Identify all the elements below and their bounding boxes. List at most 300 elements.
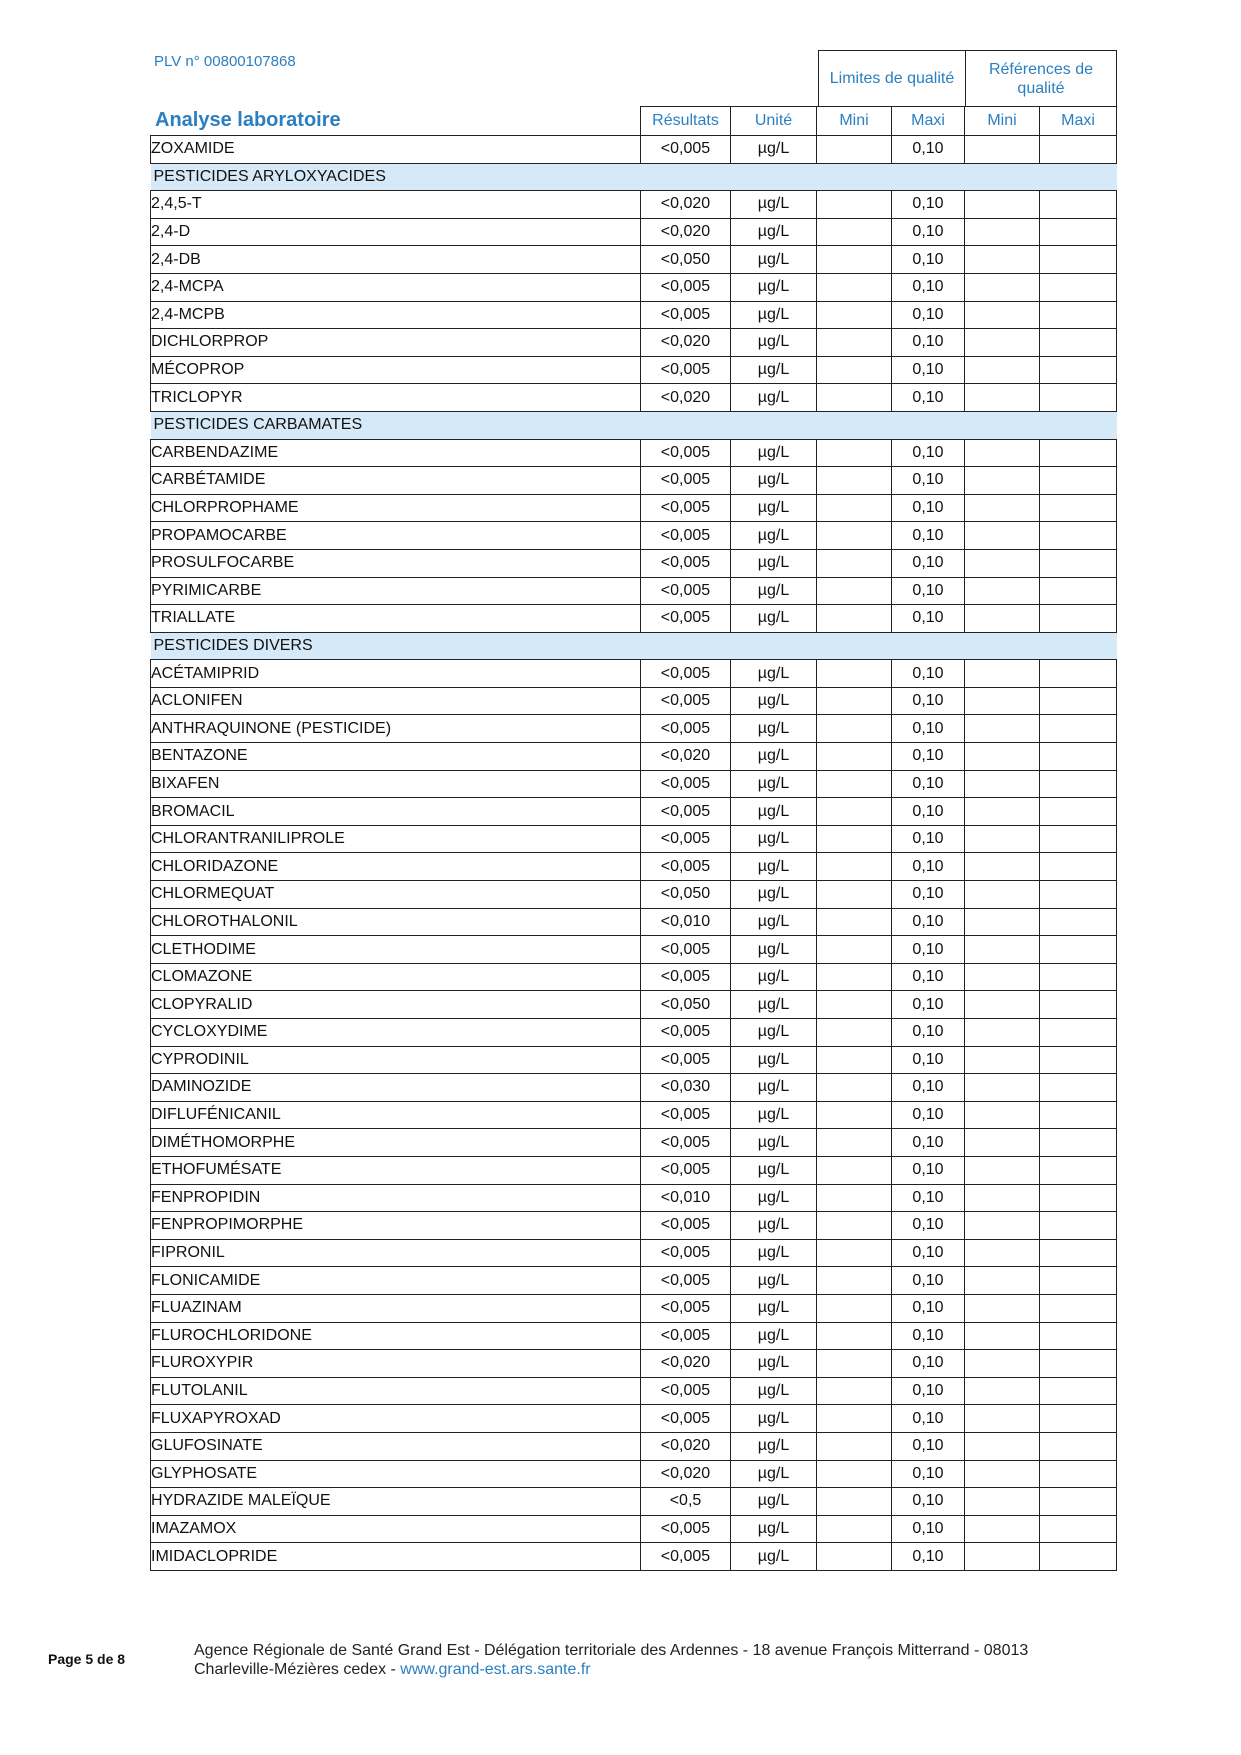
- ref-max-value: [1040, 1515, 1117, 1543]
- table-row: [151, 1432, 1117, 1460]
- ref-min-value: [965, 1294, 1040, 1322]
- limit-min-value: [817, 1129, 892, 1157]
- ref-min-value: [965, 687, 1040, 715]
- ref-min-value: [965, 825, 1040, 853]
- ref-max-value: [1040, 522, 1117, 550]
- ref-min-value: [965, 494, 1040, 522]
- parameter-name: CHLORPROPHAME: [151, 494, 641, 522]
- ref-max-value: [1040, 191, 1117, 219]
- unit-value: µg/L: [731, 605, 817, 633]
- limit-min-value: [817, 1184, 892, 1212]
- unit-value: µg/L: [731, 577, 817, 605]
- ref-max-value: [1040, 356, 1117, 384]
- limit-max-value: 0,10: [892, 191, 965, 219]
- result-value: <0,050: [641, 881, 731, 909]
- table-row: [151, 1019, 1117, 1047]
- result-value: <0,005: [641, 1046, 731, 1074]
- table-row: [151, 715, 1117, 743]
- table-row: [151, 1212, 1117, 1240]
- parameter-name: HYDRAZIDE MALEÏQUE: [151, 1488, 641, 1516]
- ref-min-value: [965, 1377, 1040, 1405]
- table-row: [151, 329, 1117, 357]
- limit-max-value: 0,10: [892, 963, 965, 991]
- limit-max-value: 0,10: [892, 1460, 965, 1488]
- parameter-name: CHLORIDAZONE: [151, 853, 641, 881]
- unit-value: µg/L: [731, 770, 817, 798]
- unit-value: µg/L: [731, 1101, 817, 1129]
- limit-max-value: 0,10: [892, 1405, 965, 1433]
- result-value: <0,005: [641, 687, 731, 715]
- ref-max-value: [1040, 1488, 1117, 1516]
- ref-max-value: [1040, 1019, 1117, 1047]
- unit-value: µg/L: [731, 467, 817, 495]
- result-value: <0,005: [641, 273, 731, 301]
- limit-min-value: [817, 825, 892, 853]
- parameter-name: CARBÉTAMIDE: [151, 467, 641, 495]
- ref-min-value: [965, 273, 1040, 301]
- result-value: <0,005: [641, 798, 731, 826]
- result-value: <0,005: [641, 1543, 731, 1571]
- parameter-name: IMIDACLOPRIDE: [151, 1543, 641, 1571]
- parameter-name: CYPRODINIL: [151, 1046, 641, 1074]
- ref-min-value: [965, 439, 1040, 467]
- ref-max-value: [1040, 439, 1117, 467]
- table-header-row: [151, 107, 1117, 136]
- table-row: [151, 1294, 1117, 1322]
- section-header-row: [151, 163, 1117, 191]
- parameter-name: CHLOROTHALONIL: [151, 908, 641, 936]
- parameter-name: ACLONIFEN: [151, 687, 641, 715]
- result-value: <0,005: [641, 825, 731, 853]
- ref-min-value: [965, 743, 1040, 771]
- ref-min-value: [965, 191, 1040, 219]
- parameter-name: DAMINOZIDE: [151, 1074, 641, 1102]
- table-row: [151, 191, 1117, 219]
- table-row: [151, 439, 1117, 467]
- limit-min-value: [817, 605, 892, 633]
- table-row: [151, 1543, 1117, 1571]
- limit-min-value: [817, 1212, 892, 1240]
- parameter-name: FLUROXYPIR: [151, 1350, 641, 1378]
- table-row: [151, 1101, 1117, 1129]
- limit-min-value: [817, 1515, 892, 1543]
- ref-max-value: [1040, 494, 1117, 522]
- parameter-name: DIFLUFÉNICANIL: [151, 1101, 641, 1129]
- table-row: [151, 1129, 1117, 1157]
- parameter-name: GLYPHOSATE: [151, 1460, 641, 1488]
- ref-max-value: [1040, 853, 1117, 881]
- parameter-name: TRICLOPYR: [151, 384, 641, 412]
- result-value: <0,005: [641, 1377, 731, 1405]
- unit-value: µg/L: [731, 660, 817, 688]
- ref-min-value: [965, 136, 1040, 164]
- limit-min-value: [817, 1405, 892, 1433]
- result-value: <0,005: [641, 1405, 731, 1433]
- limit-max-value: 0,10: [892, 605, 965, 633]
- ref-min-value: [965, 1543, 1040, 1571]
- result-value: <0,005: [641, 1101, 731, 1129]
- table-row: [151, 1074, 1117, 1102]
- ref-max-value: [1040, 1267, 1117, 1295]
- ref-min-value: [965, 577, 1040, 605]
- table-row: [151, 660, 1117, 688]
- limit-min-value: [817, 1267, 892, 1295]
- parameter-name: PROSULFOCARBE: [151, 549, 641, 577]
- parameter-name: IMAZAMOX: [151, 1515, 641, 1543]
- limit-max-value: 0,10: [892, 522, 965, 550]
- limit-max-value: 0,10: [892, 1239, 965, 1267]
- limit-max-value: 0,10: [892, 549, 965, 577]
- limit-max-value: 0,10: [892, 246, 965, 274]
- ref-min-value: [965, 1515, 1040, 1543]
- limit-max-value: 0,10: [892, 301, 965, 329]
- unit-value: µg/L: [731, 522, 817, 550]
- parameter-name: DICHLORPROP: [151, 329, 641, 357]
- parameter-name: FLONICAMIDE: [151, 1267, 641, 1295]
- ref-min-value: [965, 991, 1040, 1019]
- limit-max-value: 0,10: [892, 1322, 965, 1350]
- unit-value: µg/L: [731, 1377, 817, 1405]
- parameter-name: ETHOFUMÉSATE: [151, 1156, 641, 1184]
- result-value: <0,005: [641, 605, 731, 633]
- parameter-name: BIXAFEN: [151, 770, 641, 798]
- quality-references-header: [965, 50, 1117, 107]
- footer-line-2: [194, 1660, 1028, 1679]
- unit-value: µg/L: [731, 218, 817, 246]
- limit-min-value: [817, 494, 892, 522]
- parameter-name: CLETHODIME: [151, 936, 641, 964]
- unit-value: µg/L: [731, 853, 817, 881]
- col-ref-max: Maxi: [1040, 107, 1117, 136]
- col-limit-min: Mini: [817, 107, 892, 136]
- result-value: <0,005: [641, 715, 731, 743]
- table-row: [151, 136, 1117, 164]
- ref-max-value: [1040, 1405, 1117, 1433]
- limit-max-value: 0,10: [892, 1515, 965, 1543]
- ref-max-value: [1040, 1322, 1117, 1350]
- unit-value: µg/L: [731, 384, 817, 412]
- limit-min-value: [817, 1156, 892, 1184]
- table-row: [151, 1046, 1117, 1074]
- unit-value: µg/L: [731, 273, 817, 301]
- parameter-name: 2,4-D: [151, 218, 641, 246]
- ref-max-value: [1040, 1046, 1117, 1074]
- result-value: <0,005: [641, 1019, 731, 1047]
- ref-max-value: [1040, 1074, 1117, 1102]
- ref-max-value: [1040, 825, 1117, 853]
- ref-max-value: [1040, 1460, 1117, 1488]
- result-value: <0,005: [641, 356, 731, 384]
- result-value: <0,020: [641, 1350, 731, 1378]
- limit-min-value: [817, 798, 892, 826]
- parameter-name: PROPAMOCARBE: [151, 522, 641, 550]
- unit-value: µg/L: [731, 715, 817, 743]
- unit-value: µg/L: [731, 798, 817, 826]
- parameter-name: CHLORANTRANILIPROLE: [151, 825, 641, 853]
- ref-max-value: [1040, 1350, 1117, 1378]
- result-value: <0,005: [641, 770, 731, 798]
- ref-min-value: [965, 522, 1040, 550]
- ref-min-value: [965, 936, 1040, 964]
- result-value: <0,020: [641, 384, 731, 412]
- unit-value: µg/L: [731, 1432, 817, 1460]
- limit-min-value: [817, 715, 892, 743]
- table-row: [151, 246, 1117, 274]
- parameter-name: 2,4-DB: [151, 246, 641, 274]
- ref-max-value: [1040, 1156, 1117, 1184]
- ref-min-value: [965, 605, 1040, 633]
- table-row: [151, 494, 1117, 522]
- parameter-name: BENTAZONE: [151, 743, 641, 771]
- footer-address: [194, 1641, 1028, 1679]
- unit-value: µg/L: [731, 991, 817, 1019]
- limit-min-value: [817, 191, 892, 219]
- table-row: [151, 1156, 1117, 1184]
- result-value: <0,030: [641, 1074, 731, 1102]
- limit-max-value: 0,10: [892, 798, 965, 826]
- ref-max-value: [1040, 963, 1117, 991]
- ref-min-value: [965, 1046, 1040, 1074]
- parameter-name: BROMACIL: [151, 798, 641, 826]
- unit-value: µg/L: [731, 1405, 817, 1433]
- table-row: [151, 1377, 1117, 1405]
- ref-max-value: [1040, 770, 1117, 798]
- ref-min-value: [965, 798, 1040, 826]
- limit-max-value: 0,10: [892, 1212, 965, 1240]
- unit-value: µg/L: [731, 1184, 817, 1212]
- result-value: <0,005: [641, 1239, 731, 1267]
- header-spacer: [151, 107, 641, 136]
- table-row: [151, 577, 1117, 605]
- limit-min-value: [817, 273, 892, 301]
- ref-max-value: [1040, 1184, 1117, 1212]
- ref-max-value: [1040, 660, 1117, 688]
- limit-max-value: 0,10: [892, 908, 965, 936]
- limit-max-value: 0,10: [892, 1046, 965, 1074]
- quality-limits-label: Limites de qualité: [829, 70, 955, 87]
- ref-min-value: [965, 549, 1040, 577]
- limit-min-value: [817, 467, 892, 495]
- limit-max-value: 0,10: [892, 743, 965, 771]
- ref-max-value: [1040, 577, 1117, 605]
- parameter-name: FLUROCHLORIDONE: [151, 1322, 641, 1350]
- result-value: <0,010: [641, 908, 731, 936]
- unit-value: µg/L: [731, 908, 817, 936]
- table-row: [151, 384, 1117, 412]
- unit-value: µg/L: [731, 549, 817, 577]
- result-value: <0,005: [641, 494, 731, 522]
- limit-min-value: [817, 136, 892, 164]
- ref-min-value: [965, 1101, 1040, 1129]
- limit-min-value: [817, 1543, 892, 1571]
- table-row: [151, 798, 1117, 826]
- unit-value: µg/L: [731, 743, 817, 771]
- table-row: [151, 963, 1117, 991]
- parameter-name: CLOMAZONE: [151, 963, 641, 991]
- unit-value: µg/L: [731, 329, 817, 357]
- table-row: [151, 881, 1117, 909]
- ref-min-value: [965, 660, 1040, 688]
- limit-max-value: 0,10: [892, 1350, 965, 1378]
- unit-value: µg/L: [731, 1239, 817, 1267]
- limit-max-value: 0,10: [892, 1543, 965, 1571]
- limit-min-value: [817, 1460, 892, 1488]
- table-row: [151, 743, 1117, 771]
- quality-references-label: Références de qualité: [988, 60, 1094, 97]
- table-row: [151, 301, 1117, 329]
- table-row: [151, 1405, 1117, 1433]
- ref-max-value: [1040, 329, 1117, 357]
- ref-max-value: [1040, 136, 1117, 164]
- ref-max-value: [1040, 908, 1117, 936]
- result-value: <0,050: [641, 246, 731, 274]
- limit-max-value: 0,10: [892, 825, 965, 853]
- limit-max-value: 0,10: [892, 273, 965, 301]
- limit-min-value: [817, 329, 892, 357]
- result-value: <0,5: [641, 1488, 731, 1516]
- limit-max-value: 0,10: [892, 1101, 965, 1129]
- limit-min-value: [817, 687, 892, 715]
- result-value: <0,005: [641, 660, 731, 688]
- footer-city: Charleville-Mézières cedex -: [194, 1661, 401, 1678]
- ref-max-value: [1040, 301, 1117, 329]
- col-results: Résultats: [641, 107, 731, 136]
- table-row: [151, 1267, 1117, 1295]
- limit-min-value: [817, 853, 892, 881]
- limit-max-value: 0,10: [892, 881, 965, 909]
- ref-max-value: [1040, 687, 1117, 715]
- unit-value: µg/L: [731, 356, 817, 384]
- parameter-name: CARBENDAZIME: [151, 439, 641, 467]
- parameter-name: FLUXAPYROXAD: [151, 1405, 641, 1433]
- unit-value: µg/L: [731, 301, 817, 329]
- limit-min-value: [817, 218, 892, 246]
- ref-min-value: [965, 963, 1040, 991]
- result-value: <0,005: [641, 467, 731, 495]
- ref-min-value: [965, 1074, 1040, 1102]
- ref-min-value: [965, 770, 1040, 798]
- ref-max-value: [1040, 1543, 1117, 1571]
- unit-value: µg/L: [731, 439, 817, 467]
- parameter-name: 2,4,5-T: [151, 191, 641, 219]
- limit-min-value: [817, 1322, 892, 1350]
- parameter-name: CYCLOXYDIME: [151, 1019, 641, 1047]
- parameter-name: 2,4-MCPB: [151, 301, 641, 329]
- ref-min-value: [965, 908, 1040, 936]
- parameter-name: CHLORMEQUAT: [151, 881, 641, 909]
- limit-min-value: [817, 660, 892, 688]
- unit-value: µg/L: [731, 1350, 817, 1378]
- ref-min-value: [965, 1432, 1040, 1460]
- table-row: [151, 1515, 1117, 1543]
- table-row: [151, 825, 1117, 853]
- unit-value: µg/L: [731, 1019, 817, 1047]
- limit-min-value: [817, 356, 892, 384]
- ref-max-value: [1040, 881, 1117, 909]
- page-number: Page 5 de 8: [48, 1651, 126, 1667]
- limit-min-value: [817, 936, 892, 964]
- table-row: [151, 467, 1117, 495]
- limit-min-value: [817, 1377, 892, 1405]
- limit-min-value: [817, 1046, 892, 1074]
- unit-value: µg/L: [731, 1488, 817, 1516]
- limit-min-value: [817, 1294, 892, 1322]
- table-row: [151, 853, 1117, 881]
- unit-value: µg/L: [731, 1129, 817, 1157]
- result-value: <0,020: [641, 218, 731, 246]
- limit-max-value: 0,10: [892, 356, 965, 384]
- parameter-name: CLOPYRALID: [151, 991, 641, 1019]
- parameter-name: ZOXAMIDE: [151, 136, 641, 164]
- limit-max-value: 0,10: [892, 577, 965, 605]
- table-row: [151, 273, 1117, 301]
- result-value: <0,005: [641, 577, 731, 605]
- limit-min-value: [817, 246, 892, 274]
- ref-max-value: [1040, 1212, 1117, 1240]
- ref-max-value: [1040, 1239, 1117, 1267]
- table-row: [151, 356, 1117, 384]
- limit-max-value: 0,10: [892, 715, 965, 743]
- page-title: Analyse laboratoire: [155, 109, 341, 131]
- limit-max-value: 0,10: [892, 1129, 965, 1157]
- result-value: <0,005: [641, 301, 731, 329]
- limit-min-value: [817, 1019, 892, 1047]
- footer-website-link[interactable]: www.grand-est.ars.sante.fr: [400, 1661, 591, 1678]
- limit-min-value: [817, 743, 892, 771]
- limit-max-value: 0,10: [892, 1267, 965, 1295]
- ref-max-value: [1040, 991, 1117, 1019]
- ref-min-value: [965, 329, 1040, 357]
- unit-value: µg/L: [731, 1515, 817, 1543]
- ref-min-value: [965, 218, 1040, 246]
- parameter-name: FENPROPIDIN: [151, 1184, 641, 1212]
- limit-max-value: 0,10: [892, 329, 965, 357]
- ref-min-value: [965, 1019, 1040, 1047]
- ref-min-value: [965, 715, 1040, 743]
- ref-max-value: [1040, 605, 1117, 633]
- unit-value: µg/L: [731, 1156, 817, 1184]
- result-value: <0,005: [641, 549, 731, 577]
- table-row: [151, 1350, 1117, 1378]
- unit-value: µg/L: [731, 246, 817, 274]
- parameter-name: MÉCOPROP: [151, 356, 641, 384]
- ref-min-value: [965, 881, 1040, 909]
- ref-min-value: [965, 1350, 1040, 1378]
- unit-value: µg/L: [731, 494, 817, 522]
- ref-max-value: [1040, 1129, 1117, 1157]
- limit-min-value: [817, 1488, 892, 1516]
- table-row: [151, 908, 1117, 936]
- unit-value: µg/L: [731, 1267, 817, 1295]
- ref-max-value: [1040, 246, 1117, 274]
- ref-max-value: [1040, 549, 1117, 577]
- limit-max-value: 0,10: [892, 1294, 965, 1322]
- result-value: <0,005: [641, 853, 731, 881]
- ref-min-value: [965, 1156, 1040, 1184]
- limit-min-value: [817, 963, 892, 991]
- col-limit-max: Maxi: [892, 107, 965, 136]
- ref-min-value: [965, 356, 1040, 384]
- result-value: <0,005: [641, 522, 731, 550]
- limit-max-value: 0,10: [892, 467, 965, 495]
- table-row: [151, 1184, 1117, 1212]
- limit-min-value: [817, 1432, 892, 1460]
- table-row: [151, 522, 1117, 550]
- ref-min-value: [965, 1212, 1040, 1240]
- parameter-name: GLUFOSINATE: [151, 1432, 641, 1460]
- result-value: <0,020: [641, 329, 731, 357]
- limit-max-value: 0,10: [892, 1156, 965, 1184]
